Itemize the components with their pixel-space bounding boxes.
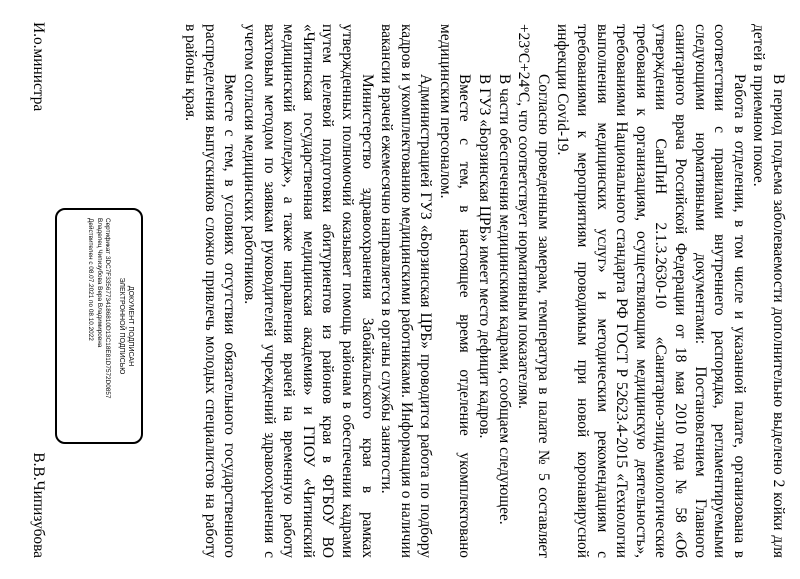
letter-body	[181, 24, 788, 558]
paragraph: Министерство здравоохранения Забайкальского края в рамках утвержденных полномочий оказывает помощь районам в обеспечении кадрами путем целевой подготовки абитуриентов из районов края в ФГБОУ ВО «Читинская государственная медицинская академия» и ГПОУ «Читинский медицинский колледж», а также направления врачей на временную работу вахтовым методом по заявкам руководителей учреждений здравоохранения с учетом согласия медицинских работников.	[240, 24, 376, 558]
stamp-validity: Действителен с 08.07.2021 по 08.10.2022	[87, 218, 95, 341]
paragraph: Вместе с тем, в условиях отсутствия обязательного государственного распределения выпускников сложно привлечь молодых специалистов на работу в районы края.	[182, 24, 239, 558]
paragraph: Вместе с тем, в настоящее время отделение укомплектовано медицинским персоналом.	[436, 24, 474, 558]
paragraph: Администрацией ГУЗ «Борзинская ЦРБ» проводится работа по подбору кадров и укомплектованию медицинскими работниками. Информация о наличии вакансии врачей ежемесячно направляется в органы службы занятости.	[378, 24, 435, 558]
paragraph: В период подъема заболеваемости дополнительно выделено 2 койки для детей в приемном покое.	[750, 24, 787, 558]
paragraph: Согласно проведенным замерам, температура в палате № 5 составляет +23ºС+24ºС, что соответствует нормативным показателям.	[515, 24, 552, 558]
signatory-name: В.В.Чипизубова	[30, 452, 47, 558]
signatory-position: И.о.министра	[30, 22, 47, 112]
stamp-owner: Владелец Чипизубова Вера Владимировна	[95, 218, 103, 348]
electronic-signature-stamp	[55, 208, 143, 444]
signature-row	[26, 22, 48, 558]
stamp-certificate: Сертификат 3DC7F33567734186810D13C18E81D7572D0857	[104, 218, 111, 399]
stamp-title-line: ЭЛЕКТРОННОЙ ПОДПИСЬЮ	[118, 277, 125, 375]
paragraph: В части обеспечения медицинскими кадрами, сообщаем следующее.	[495, 74, 513, 525]
stamp-title-line: ДОКУМЕНТ ПОДПИСАН	[127, 285, 134, 367]
paragraph: Работа в отделении, в том числе и указанной палате, организована в соответствии с правилами внутреннего распорядка, регламентируемыми следующими нормативными документами: Постановлением Главного санитарного врача Российской Федерации от 18 мая 2010 года № 58 «Об утверждении СанПиН 2.1.3.2630-10 «Санитарно-эпидемиологические требования к организациям, осуществляющим медицинскую деятельность», требованиями Национального стандарта РФ ГОСТ Р 52623.4-2015 «Технологии выполнения медицинских услуг» и методическим рекомендациям с требованиями к мероприятиям проводимым при новой коронавирусной инфекции Covid-19.	[554, 24, 748, 558]
stamp-title	[117, 218, 135, 434]
paragraph: В ГУЗ «Борзинская ЦРБ» имеет место дефицит кадров.	[476, 74, 494, 439]
